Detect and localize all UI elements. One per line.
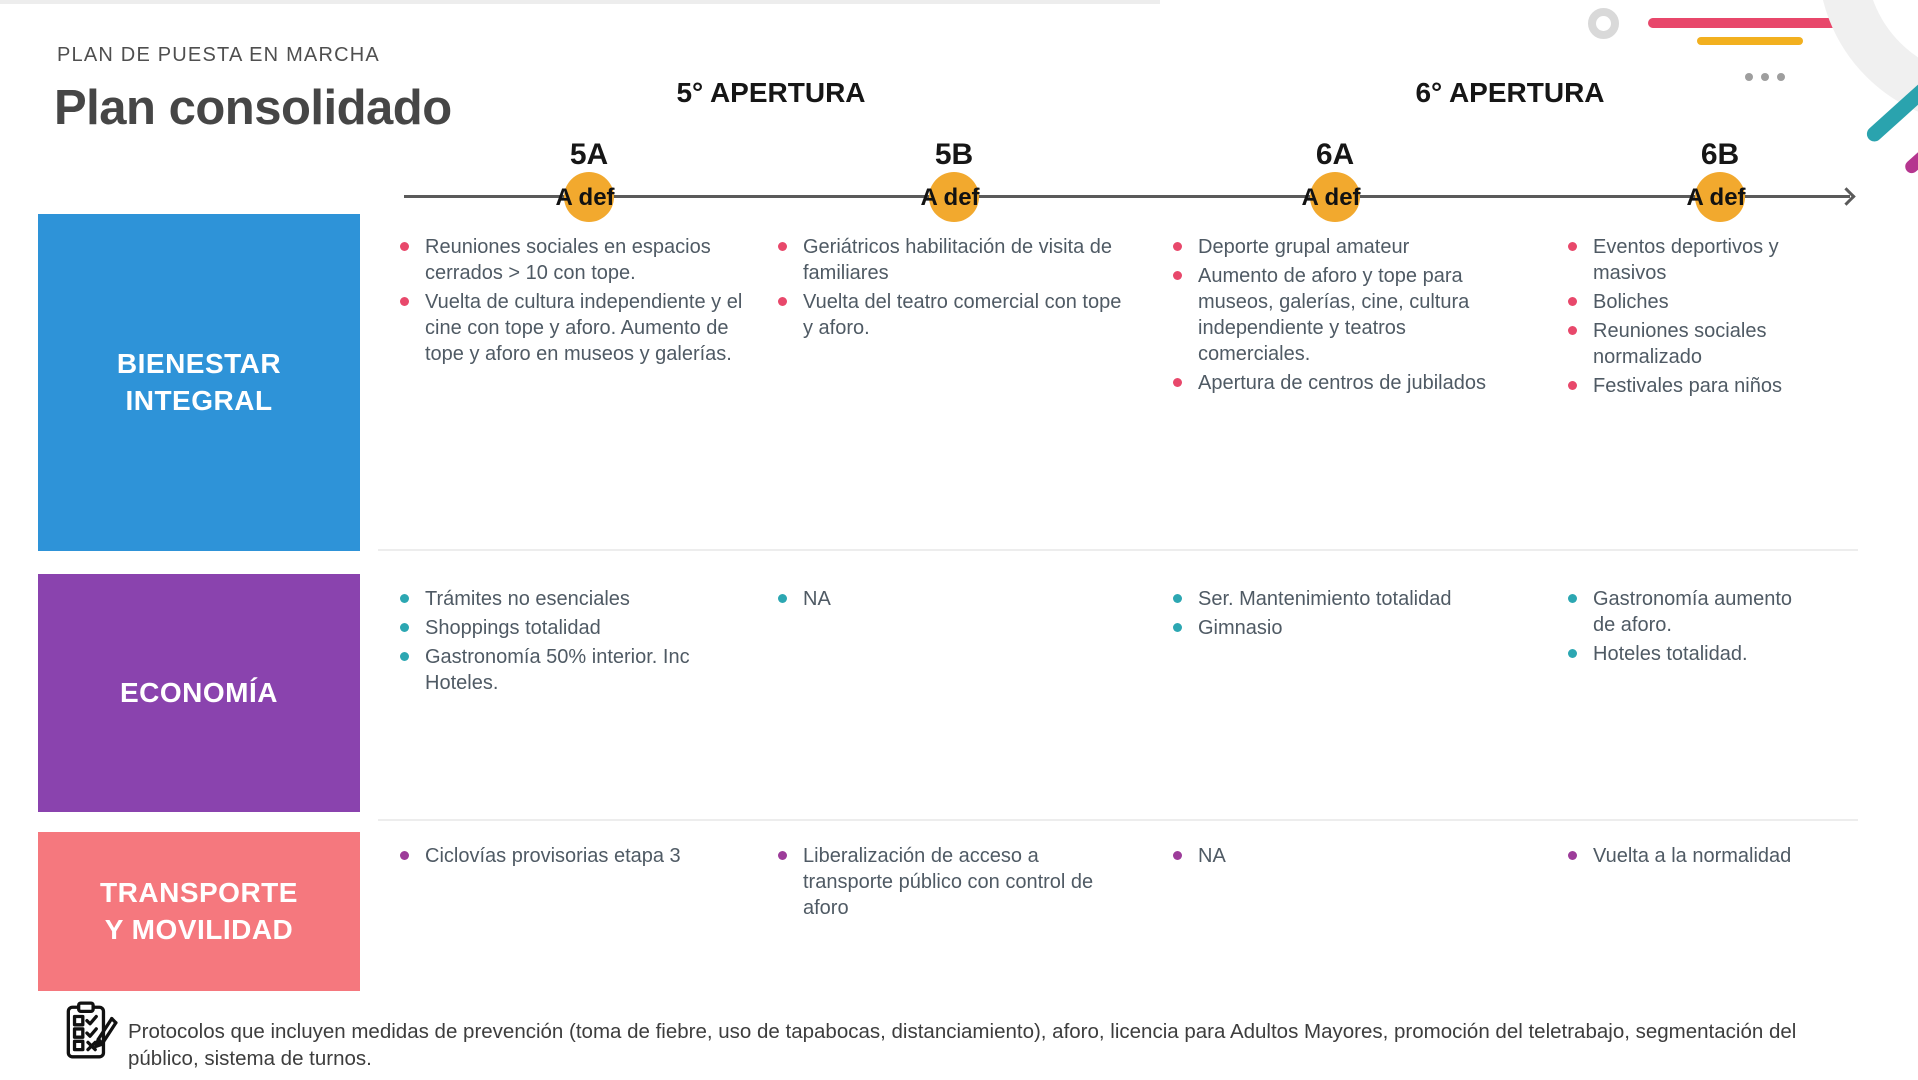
- footer-note: Protocolos que incluyen medidas de prevención (toma de fiebre, uso de tapabocas, distanciamiento), aforo, licencia para Adultos Mayores, promoción del teletrabajo, segmentación del público, sistema de turnos.: [128, 1020, 1797, 1070]
- bullet-item: Geriátricos habilitación de visita de familiares: [777, 234, 1127, 286]
- bullet-item: Deporte grupal amateur: [1172, 234, 1498, 260]
- bullet-item: Gastronomía 50% interior. Inc Hoteles.: [399, 644, 751, 696]
- bullet-item: NA: [1172, 843, 1498, 869]
- bullet-item: Vuelta a la normalidad: [1567, 843, 1819, 869]
- bullet-item: Vuelta del teatro comercial con tope y aforo.: [777, 289, 1127, 341]
- row-header-label: BIENESTAR INTEGRAL: [116, 348, 282, 416]
- milestone-date-label: A def: [920, 184, 980, 211]
- row-divider: [378, 549, 1858, 551]
- milestone-label: 5A: [569, 138, 609, 171]
- bullet-item: Festivales para niños: [1567, 373, 1819, 399]
- bullet-item: Trámites no esenciales: [399, 586, 751, 612]
- transporte-6B-list: [1567, 843, 1819, 872]
- economia-5A-list: [399, 586, 751, 699]
- crimson-bar-decoration: [1648, 18, 1839, 28]
- dots-decoration: [1761, 73, 1769, 81]
- ring-decoration: [1588, 8, 1619, 39]
- milestone-label: 5B: [934, 138, 974, 171]
- timeline-group-5-label: 5° APERTURA: [676, 77, 866, 108]
- row-header-bienestar-integral: [38, 214, 360, 551]
- milestone-label: 6B: [1700, 138, 1740, 171]
- row-header-label: TRANSPORTE Y MOVILIDAD: [100, 877, 298, 945]
- bullet-item: Reuniones sociales normalizado: [1567, 318, 1819, 370]
- page-title: Plan consolidado: [54, 81, 452, 135]
- bullet-item: NA: [777, 586, 1127, 612]
- dots-decoration: [1777, 73, 1785, 81]
- bullet-item: Apertura de centros de jubilados: [1172, 370, 1498, 396]
- bienestar-5A-list: [399, 234, 751, 370]
- milestone-label: 6A: [1315, 138, 1355, 171]
- bullet-item: Liberalización de acceso a transporte público con control de aforo: [777, 843, 1127, 921]
- milestone-date-label: A def: [555, 184, 615, 211]
- bienestar-6B-list: [1567, 234, 1819, 402]
- bullet-item: Eventos deportivos y masivos: [1567, 234, 1819, 286]
- top-edge-divider: [0, 0, 1160, 4]
- bullet-item: Hoteles totalidad.: [1567, 641, 1819, 667]
- transporte-5B-list: [777, 843, 1127, 924]
- bienestar-6A-list: [1172, 234, 1498, 399]
- row-header-economia: [38, 574, 360, 812]
- transporte-5A-list: [399, 843, 751, 872]
- timeline-arrowhead-icon: [1837, 187, 1855, 205]
- timeline-group-6-label: 6° APERTURA: [1415, 77, 1605, 108]
- bullet-item: Gimnasio: [1172, 615, 1498, 641]
- bienestar-5B-list: [777, 234, 1127, 344]
- checklist-icon: [58, 1000, 120, 1062]
- economia-6A-list: [1172, 586, 1498, 644]
- bullet-item: Reuniones sociales en espacios cerrados > 10 con tope.: [399, 234, 751, 286]
- row-divider: [378, 819, 1858, 821]
- bullet-item: Aumento de aforo y tope para museos, galerías, cine, cultura independiente y teatros comerciales.: [1172, 263, 1498, 367]
- bullet-item: Boliches: [1567, 289, 1819, 315]
- bullet-item: Vuelta de cultura independiente y el cine con tope y aforo. Aumento de tope y aforo en museos y galerías.: [399, 289, 751, 367]
- milestone-date-label: A def: [1301, 184, 1361, 211]
- row-header-transporte-movilidad: [38, 832, 360, 991]
- bullet-item: Ser. Mantenimiento totalidad: [1172, 586, 1498, 612]
- row-header-label: ECONOMÍA: [120, 676, 278, 708]
- bullet-item: Shoppings totalidad: [399, 615, 751, 641]
- economia-6B-list: [1567, 586, 1819, 670]
- yellow-bar-decoration: [1697, 37, 1803, 45]
- economia-5B-list: [777, 586, 1127, 615]
- transporte-6A-list: [1172, 843, 1498, 872]
- magenta-stroke-decoration: [1903, 109, 1918, 176]
- milestone-date-label: A def: [1686, 184, 1746, 211]
- dots-decoration: [1745, 73, 1753, 81]
- bullet-item: Gastronomía aumento de aforo.: [1567, 586, 1819, 638]
- slide-kicker: PLAN DE PUESTA EN MARCHA: [57, 44, 380, 66]
- bullet-item: Ciclovías provisorias etapa 3: [399, 843, 751, 869]
